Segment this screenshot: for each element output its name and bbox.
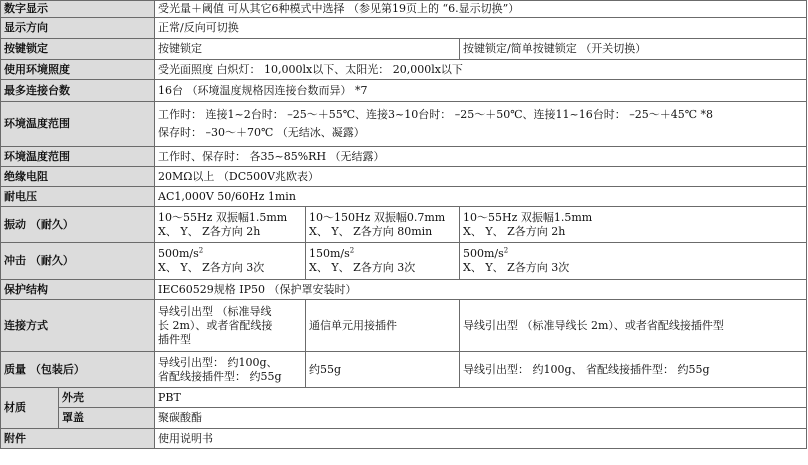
row-shock — [1, 243, 807, 280]
value-shock-1 — [155, 243, 306, 280]
weight-1-line2: 省配线接插件型： 约55g — [158, 369, 282, 383]
value-vibration-2 — [306, 207, 460, 243]
value-material-cover: 聚碳酸酯 — [155, 408, 807, 429]
label-dielectric: 耐电压 — [1, 187, 155, 207]
label-insulation: 绝缘电阻 — [1, 167, 155, 187]
weight-1-line1: 导线引出型： 约100g、 — [158, 355, 278, 369]
label-shock: 冲击 （耐久） — [1, 243, 155, 280]
value-insulation: 20MΩ以上 （DC500V兆欧表） — [155, 167, 807, 187]
value-vibration-1 — [155, 207, 306, 243]
row-connection — [1, 300, 807, 352]
row-weight — [1, 352, 807, 388]
label-protection: 保护结构 — [1, 280, 155, 300]
value-accessories: 使用说明书 — [155, 429, 807, 449]
row-accessories — [1, 429, 807, 449]
label-material-cover: 罩盖 — [59, 408, 155, 429]
value-weight-3: 导线引出型： 约100g、 省配线接插件型： 约55g — [460, 352, 807, 388]
value-shock-2 — [306, 243, 460, 280]
value-vibration-3 — [460, 207, 807, 243]
value-digital-display: 受光量＋阈值 可从其它6种模式中选择 （参见第19页上的 “6.显示切换”） — [155, 1, 807, 18]
label-material-case: 外壳 — [59, 388, 155, 408]
shock-1-line1: 500m/s — [158, 247, 199, 260]
value-material-case: PBT — [155, 388, 807, 408]
label-digital-display: 数字显示 — [1, 1, 155, 18]
row-vibration — [1, 207, 807, 243]
row-humidity — [1, 147, 807, 167]
row-key-lock — [1, 39, 807, 60]
vibration-1-line2: X、 Y、 Z各方向 2h — [158, 224, 261, 238]
value-temp-range — [155, 102, 807, 147]
label-display-direction: 显示方向 — [1, 18, 155, 39]
connection-1-line2: 长 2m）、或者省配线接 — [158, 318, 273, 332]
value-connection-1 — [155, 300, 306, 352]
value-humidity: 工作时、保存时： 各35~85%RH （无结露） — [155, 147, 807, 167]
row-dielectric — [1, 187, 807, 207]
vibration-3-line1: 10～55Hz 双振幅1.5mm — [463, 210, 593, 224]
vibration-1-line1: 10～55Hz 双振幅1.5mm — [158, 210, 288, 224]
temp-range-operating: 工作时： 连接1~2台时： –25～＋55℃、连接3~10台时： –25～＋50℃、连接11~16台时： –25～＋45℃ *8 — [158, 108, 714, 121]
shock-2-line1: 150m/s — [309, 247, 350, 260]
shock-3-sup: 2 — [503, 246, 509, 255]
label-key-lock: 按键锁定 — [1, 39, 155, 60]
row-max-units — [1, 80, 807, 102]
shock-1-line2: X、 Y、 Z各方向 3次 — [158, 261, 265, 274]
row-material-cover — [1, 408, 807, 429]
value-dielectric: AC1,000V 50/60Hz 1min — [155, 187, 807, 207]
value-ambient-light: 受光面照度 白炽灯： 10,000lx以下、太阳光： 20,000lx以下 — [155, 60, 807, 80]
shock-2-line2: X、 Y、 Z各方向 3次 — [309, 261, 416, 274]
row-digital-display — [1, 1, 807, 18]
label-humidity: 环境温度范围 — [1, 147, 155, 167]
shock-3-line1: 500m/s — [463, 247, 504, 260]
label-connection: 连接方式 — [1, 300, 155, 352]
vibration-2-line1: 10～150Hz 双振幅0.7mm — [309, 210, 446, 224]
label-vibration: 振动 （耐久） — [1, 207, 155, 243]
row-ambient-light — [1, 60, 807, 80]
connection-1-line3: 插件型 — [158, 332, 191, 346]
label-max-units: 最多连接台数 — [1, 80, 155, 102]
label-temp-range: 环境温度范围 — [1, 102, 155, 147]
vibration-3-line2: X、 Y、 Z各方向 2h — [463, 224, 566, 238]
vibration-2-line2: X、 Y、 Z各方向 80min — [309, 224, 433, 238]
shock-1-sup: 2 — [198, 246, 204, 255]
value-weight-2: 约55g — [306, 352, 460, 388]
value-shock-3 — [460, 243, 807, 280]
temp-range-storage: 保存时： –30～＋70℃ （无结冰、凝露） — [158, 126, 365, 139]
value-display-direction: 正常/反向可切换 — [155, 18, 807, 39]
shock-3-line2: X、 Y、 Z各方向 3次 — [463, 261, 570, 274]
value-protection: IEC60529规格 IP50 （保护罩安装时） — [155, 280, 807, 300]
value-connection-3: 导线引出型 （标准导线长 2m）、或者省配线接插件型 — [460, 300, 807, 352]
value-key-lock-a: 按键锁定 — [155, 39, 460, 60]
row-protection — [1, 280, 807, 300]
label-ambient-light: 使用环境照度 — [1, 60, 155, 80]
shock-2-sup: 2 — [349, 246, 355, 255]
row-insulation — [1, 167, 807, 187]
value-key-lock-b: 按键锁定/简单按键锁定 （开关切换） — [460, 39, 807, 60]
value-max-units: 16台 （环境温度规格因连接台数而异） *7 — [155, 80, 807, 102]
row-display-direction — [1, 18, 807, 39]
row-material-case — [1, 388, 807, 408]
label-material: 材质 — [1, 388, 59, 429]
connection-1-line1: 导线引出型 （标准导线 — [158, 304, 272, 318]
value-connection-2: 通信单元用接插件 — [306, 300, 460, 352]
label-accessories: 附件 — [1, 429, 155, 449]
label-weight: 质量 （包装后） — [1, 352, 155, 388]
value-weight-1 — [155, 352, 306, 388]
row-temp-range — [1, 102, 807, 147]
